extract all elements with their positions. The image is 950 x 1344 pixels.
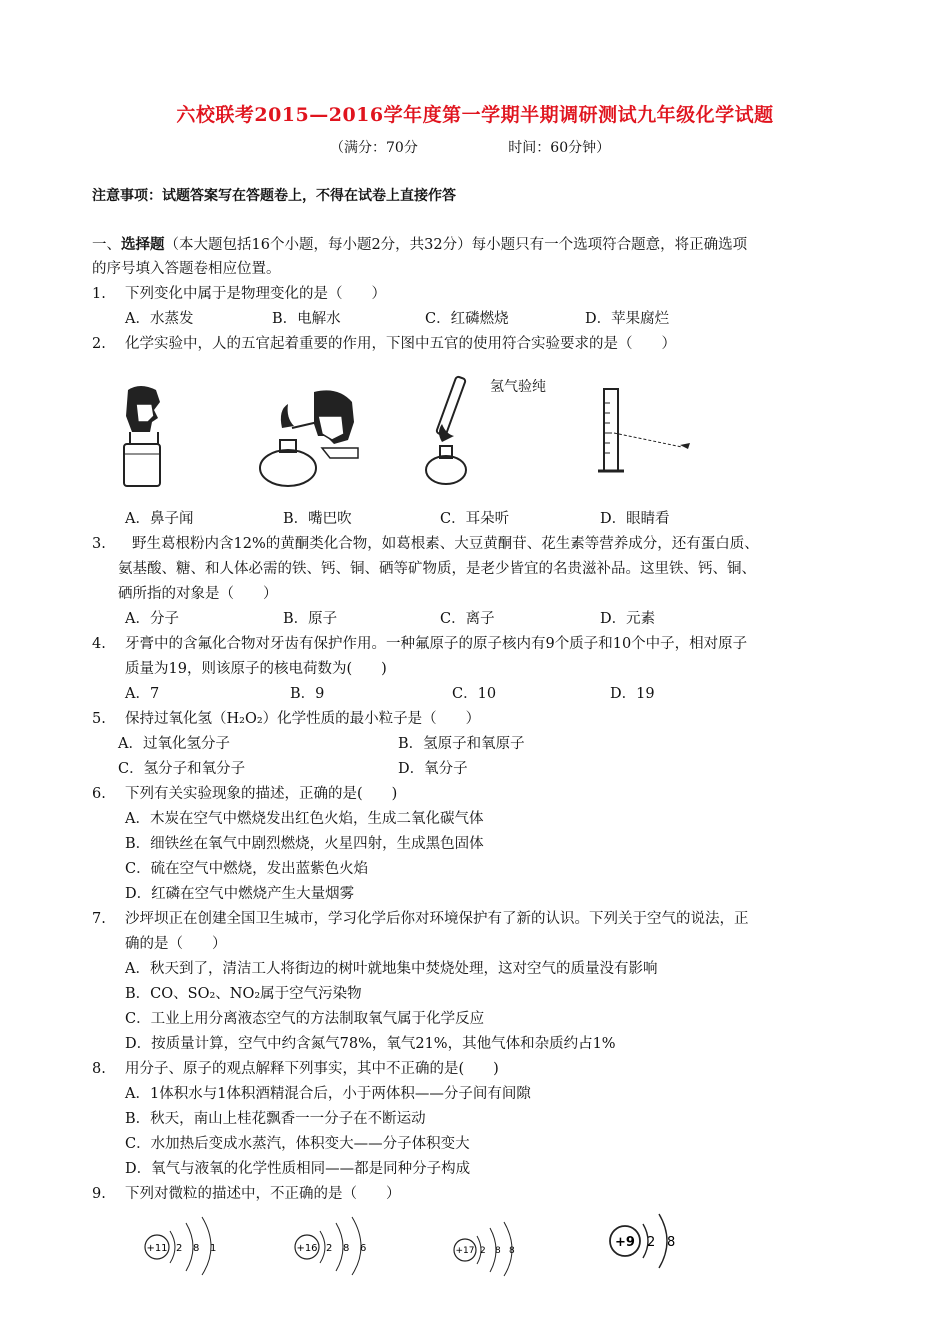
q7-option-b: B．CO、SO₂、NO₂属于空气污染物 (125, 986, 362, 1002)
q5-number: 5. (92, 711, 106, 727)
notice: 注意事项：试题答案写在答题卷上，不得在试卷上直接作答 (92, 188, 456, 204)
q5-option-c: C．氢分子和氧分子 (118, 761, 246, 777)
q5-option-d: D．氧分子 (398, 761, 468, 777)
q2-number: 2. (92, 336, 106, 352)
q6-option-c: C．硫在空气中燃烧，发出蓝紫色火焰 (125, 861, 369, 877)
q3-stem-1: 野生葛根粉内含12%的黄酮类化合物，如葛根素、大豆黄酮苷、花生素等营养成分，还有蛋白质、 (132, 536, 759, 552)
mouth-blow-figure (252, 388, 362, 492)
section-heading (92, 232, 747, 258)
exam-title: 六校联考2015—2016学年度第一学期半期调研测试九年级化学试题 (176, 104, 774, 126)
atom-3-shell-2: 8 (495, 1246, 501, 1256)
q7-number: 7. (92, 911, 106, 927)
full-score: （满分：70分 (330, 140, 418, 156)
q8-number: 8. (92, 1061, 106, 1077)
section-instructions-2: 的序号填入答题卷相应位置。 (92, 261, 281, 277)
exam-meta (330, 137, 696, 157)
atom-diagram-4 (605, 1210, 685, 1272)
atom-4-nucleus: +9 (615, 1235, 635, 1250)
q5-option-a: A．过氧化氢分子 (118, 736, 230, 752)
q3-stem-3: 硒所指的对象是（ ） (118, 586, 278, 602)
atom-diagram-3 (450, 1220, 530, 1278)
q1-option-a: A．水蒸发 (125, 311, 194, 327)
q6-number: 6. (92, 786, 106, 802)
q2-option-a: A．鼻子闻 (125, 511, 194, 527)
exam-time: 时间：60分钟） (508, 140, 611, 156)
q2-option-d: D．眼睛看 (600, 511, 670, 527)
q5-option-b: B．氢原子和氧原子 (398, 736, 525, 752)
atom-2-shell-1: 2 (326, 1243, 333, 1254)
section-number: 一、 (92, 237, 121, 253)
q8-option-a: A．1体积水与1体积酒精混合后，小于两体积——分子间有间隙 (125, 1086, 531, 1102)
eye-look-figure (590, 385, 700, 477)
q6-option-a: A．木炭在空气中燃烧发出红色火焰，生成二氧化碳气体 (125, 811, 484, 827)
atom-3-nucleus: +17 (455, 1246, 475, 1256)
q7-stem-2: 确的是（ ） (125, 936, 227, 952)
q7-option-c: C．工业上用分离液态空气的方法制取氧气属于化学反应 (125, 1011, 485, 1027)
q4-option-c: C．10 (452, 686, 497, 702)
atom-1-shell-1: 2 (176, 1243, 183, 1254)
section-name: 选择题 (121, 236, 165, 253)
q7-option-a: A．秋天到了，清洁工人将街边的树叶就地集中焚烧处理，这对空气的质量没有影响 (125, 961, 658, 977)
q8-option-d: D．氧气与液氧的化学性质相同——都是同种分子构成 (125, 1161, 471, 1177)
atom-4-shell-1: 2 (647, 1235, 656, 1250)
ear-listen-figure (420, 372, 500, 492)
q9-stem: 下列对微粒的描述中，不正确的是（ ） (125, 1186, 401, 1202)
atom-diagram-1 (140, 1215, 230, 1277)
q2-stem: 化学实验中，人的五官起着重要的作用，下图中五官的使用符合实验要求的是（ ） (125, 336, 676, 352)
q1-option-c: C．红磷燃烧 (425, 311, 509, 327)
q1-option-b: B．电解水 (272, 311, 341, 327)
q4-stem-1: 牙膏中的含氟化合物对牙齿有保护作用。一种氟原子的原子核内有9个质子和10个中子，相对原子 (125, 636, 748, 652)
q7-option-d: D．按质量计算，空气中约含氮气78%，氧气21%，其他气体和杂质约占1% (125, 1036, 616, 1052)
atom-1-shell-3: 1 (210, 1243, 217, 1254)
q8-option-b: B．秋天，南山上桂花飘香一一分子在不断运动 (125, 1111, 426, 1127)
q4-option-d: D．19 (610, 686, 655, 702)
q1-number: 1. (92, 286, 106, 302)
atom-2-shell-2: 8 (343, 1243, 350, 1254)
atom-2-nucleus: +16 (296, 1243, 318, 1254)
q3-option-c: C．离子 (440, 611, 495, 627)
q8-stem: 用分子、原子的观点解释下列事实，其中不正确的是( ) (125, 1061, 499, 1077)
q3-option-a: A．分子 (125, 611, 179, 627)
q4-option-b: B．9 (290, 686, 325, 702)
q3-stem-2: 氨基酸、糖、和人体必需的铁、钙、铜、硒等矿物质，是老少皆宜的名贵滋补品。这里铁、钙、铜、 (118, 561, 756, 577)
q6-stem: 下列有关实验现象的描述，正确的是( ) (125, 786, 398, 802)
q4-option-a: A．7 (125, 686, 160, 702)
atom-4-shell-2: 8 (667, 1235, 676, 1250)
atom-1-nucleus: +11 (146, 1243, 168, 1254)
nose-smell-figure (118, 382, 166, 490)
q4-number: 4. (92, 636, 106, 652)
hydrogen-test-label: 氢气验纯 (490, 379, 546, 395)
q2-option-c: C．耳朵听 (440, 511, 510, 527)
q3-number: 3. (92, 536, 106, 552)
atom-1-shell-2: 8 (193, 1243, 200, 1254)
q6-option-b: B．细铁丝在氧气中剧烈燃烧，火星四射，生成黑色固体 (125, 836, 484, 852)
q1-stem: 下列变化中属于是物理变化的是（ ） (125, 286, 386, 302)
atom-3-shell-3: 8 (509, 1246, 515, 1256)
q5-stem: 保持过氧化氢（H₂O₂）化学性质的最小粒子是（ ） (125, 711, 481, 727)
atom-3-shell-1: 2 (480, 1246, 486, 1256)
q2-option-b: B．嘴巴吹 (283, 511, 352, 527)
atom-diagram-2 (290, 1215, 380, 1277)
q6-option-d: D．红磷在空气中燃烧产生大量烟雾 (125, 886, 355, 902)
q4-stem-2: 质量为19，则该原子的核电荷数为( ) (125, 661, 387, 677)
q9-number: 9. (92, 1186, 106, 1202)
q7-stem-1: 沙坪坝正在创建全国卫生城市，学习化学后你对环境保护有了新的认识。下列关于空气的说法，正 (125, 911, 749, 927)
section-instructions: （本大题包括16个小题，每小题2分，共32分）每小题只有一个选项符合题意，将正确选项 (164, 237, 748, 253)
atom-2-shell-3: 6 (360, 1243, 367, 1254)
q3-option-d: D．元素 (600, 611, 656, 627)
q3-option-b: B．原子 (283, 611, 338, 627)
q1-option-d: D．苹果腐烂 (585, 311, 670, 327)
q8-option-c: C．水加热后变成水蒸汽，体积变大——分子体积变大 (125, 1136, 470, 1152)
